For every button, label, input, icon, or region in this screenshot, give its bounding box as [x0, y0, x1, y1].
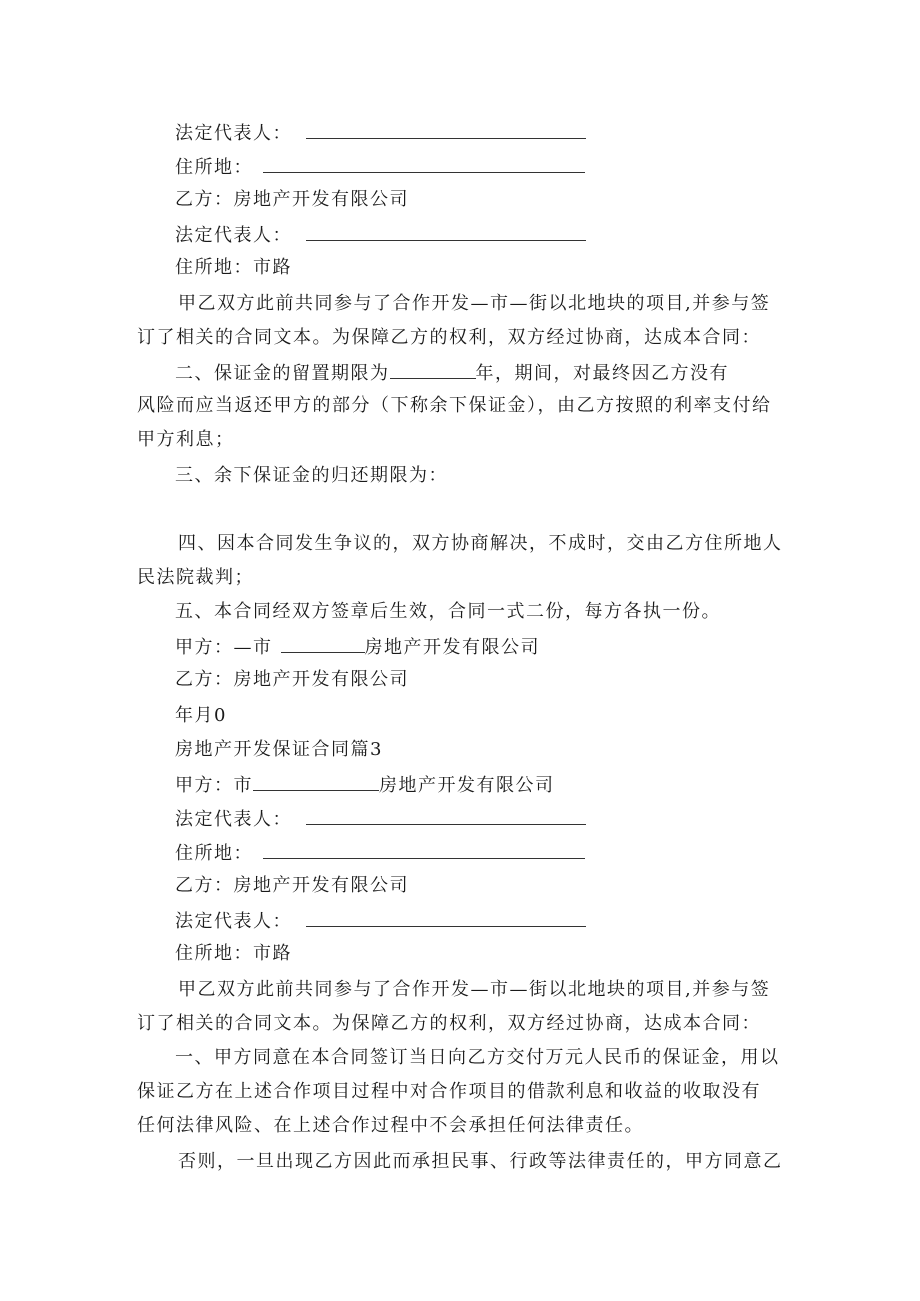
label-legal-representative: 法定代表人：	[175, 911, 292, 932]
text-line: 甲方利息；	[137, 429, 235, 450]
text-segment: 甲方：—市	[175, 637, 273, 658]
text-line: 住所地：市路	[175, 257, 292, 278]
text-line: 任何法律风险、在上述合作过程中不会承担任何法律责任。	[137, 1115, 644, 1136]
text-line	[175, 908, 586, 934]
text-line: 四、因本合同发生争议的，双方协商解决，不成时，交由乙方住所地人	[178, 533, 783, 554]
text-line: 风险而应当返还甲方的部分（下称余下保证金），由乙方按照的利率支付给	[137, 395, 772, 416]
text-line: 否则，一旦出现乙方因此而承担民事、行政等法律责任的，甲方同意乙	[178, 1151, 783, 1172]
label-address: 住所地：	[175, 843, 253, 864]
section-title: 房地产开发保证合同篇3	[175, 739, 383, 760]
text-line	[175, 360, 729, 386]
text-line: 乙方：房地产开发有限公司	[175, 189, 409, 210]
text-line	[175, 634, 540, 660]
text-line: 保证乙方在上述合作项目过程中对合作项目的借款利息和收益的收取没有	[137, 1081, 761, 1102]
text-line: 乙方：房地产开发有限公司	[175, 669, 409, 690]
blank-line	[253, 772, 379, 791]
text-line: 年月0	[175, 705, 227, 726]
text-line	[175, 222, 586, 248]
blank-line	[263, 840, 585, 859]
blank-line	[306, 120, 586, 139]
text-segment: 房地产开发有限公司	[364, 637, 540, 658]
label-legal-representative: 法定代表人：	[175, 123, 292, 144]
text-line: 一、甲方同意在本合同签订当日向乙方交付万元人民币的保证金，用以	[175, 1047, 780, 1068]
label-legal-representative: 法定代表人：	[175, 809, 292, 830]
text-line: 五、本合同经双方签章后生效，合同一式二份，每方各执一份。	[175, 601, 721, 622]
blank-line	[306, 222, 586, 241]
text-line	[175, 154, 585, 180]
text-line: 民法院裁判；	[137, 567, 254, 588]
text-segment: 房地产开发有限公司	[379, 775, 555, 796]
blank-line	[306, 806, 586, 825]
text-line: 订了相关的合同文本。为保障乙方的权利，双方经过协商，达成本合同：	[137, 1013, 761, 1034]
text-line: 甲乙双方此前共同参与了合作开发—市—街以北地块的项目,并参与签	[178, 293, 771, 314]
blank-line	[306, 908, 586, 927]
label-legal-representative: 法定代表人：	[175, 225, 292, 246]
text-segment: 年，期间，对最终因乙方没有	[475, 363, 729, 384]
text-line	[175, 840, 585, 866]
text-line	[175, 772, 555, 798]
blank-line	[390, 360, 476, 379]
text-line: 住所地：市路	[175, 943, 292, 964]
text-line: 订了相关的合同文本。为保障乙方的权利，双方经过协商，达成本合同：	[137, 327, 761, 348]
text-line	[175, 806, 586, 832]
text-segment: 二、保证金的留置期限为	[175, 363, 390, 384]
label-address: 住所地：	[175, 157, 253, 178]
text-line: 三、余下保证金的归还期限为：	[175, 465, 448, 486]
text-segment: 甲方：市	[175, 775, 253, 796]
text-line: 甲乙双方此前共同参与了合作开发—市—街以北地块的项目,并参与签	[178, 979, 771, 1000]
text-line: 乙方：房地产开发有限公司	[175, 875, 409, 896]
text-line	[175, 120, 586, 146]
blank-line	[281, 634, 365, 653]
blank-line	[263, 154, 585, 173]
